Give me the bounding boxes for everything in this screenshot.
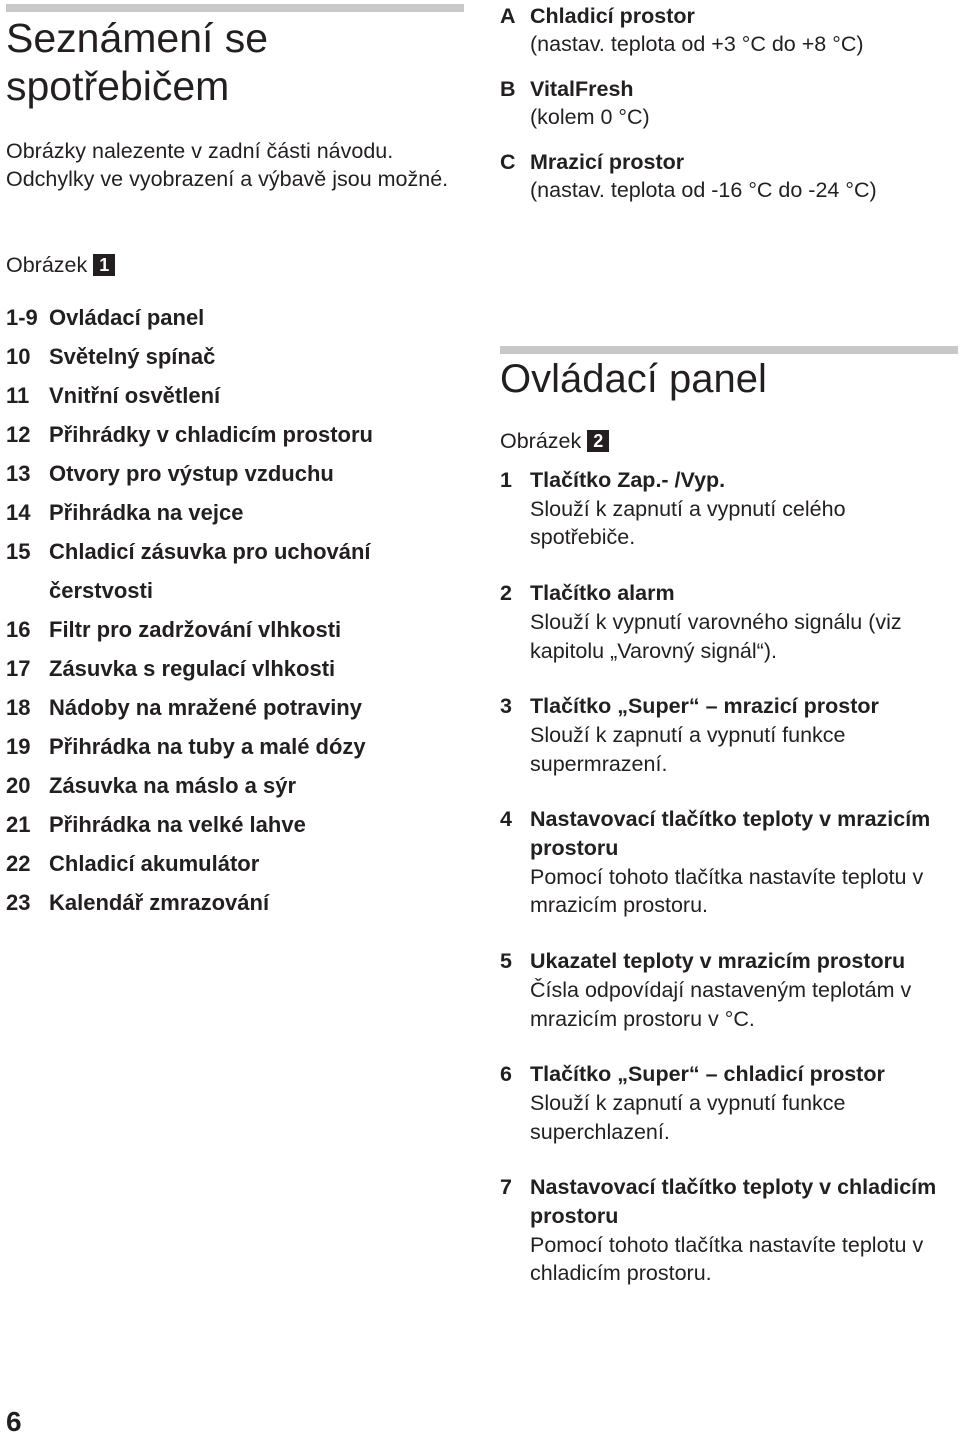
control-item (500, 947, 955, 1033)
part-number: 16 (6, 617, 31, 642)
intro-text: Obrázky nalezente v zadní části návodu. Odchylky ve vyobrazení a výbavě jsou možné. (6, 139, 449, 191)
part-number: 1-9 (6, 305, 38, 330)
control-number: 5 (500, 949, 512, 974)
parts-row (6, 883, 456, 922)
page-number: 6 (6, 1406, 22, 1437)
parts-row (6, 415, 456, 454)
part-number: 11 (6, 383, 30, 408)
control-title: Tlačítko „Super“ – chladicí prostor (530, 1062, 885, 1087)
part-label: Otvory pro výstup vzduchu (49, 461, 334, 486)
control-description: Slouží k zapnutí a vypnutí celého spotřebiče. (530, 496, 846, 550)
figure-2-word: Obrázek (500, 429, 582, 453)
page-heading: Seznámení se spotřebičem (6, 15, 269, 109)
part-label: čerstvosti (49, 578, 153, 603)
part-label: Nádoby na mražené potraviny (49, 695, 362, 720)
control-number: 7 (500, 1175, 512, 1200)
figure-1-word: Obrázek (6, 253, 88, 277)
control-title: Ukazatel teploty v mrazicím prostoru (530, 949, 906, 974)
control-description: Pomocí tohoto tlačítka nastavíte teplotu v chladicím prostoru. (530, 1232, 924, 1286)
controls-list (500, 466, 955, 1315)
parts-row (6, 805, 456, 844)
control-item (500, 579, 955, 665)
parts-row (6, 571, 456, 610)
part-number: 22 (6, 851, 31, 876)
parts-row (6, 844, 456, 883)
parts-row (6, 688, 456, 727)
control-item (500, 1060, 955, 1146)
control-title: Tlačítko „Super“ – mrazicí prostor (530, 694, 879, 719)
zone-detail: (nastav. teplota od -16 °C do -24 °C) (530, 178, 877, 202)
control-item (500, 466, 955, 552)
control-item (500, 805, 955, 920)
figure-1-badge: 1 (93, 254, 115, 276)
control-description: Slouží k zapnutí a vypnutí funkce superchlazení. (530, 1090, 846, 1144)
control-number: 2 (500, 581, 512, 606)
control-title: Tlačítko Zap.- /Vyp. (530, 468, 726, 492)
zone-item (500, 2, 950, 58)
parts-row (6, 298, 456, 337)
zone-item (500, 148, 950, 204)
part-number: 14 (6, 500, 31, 525)
parts-row (6, 610, 456, 649)
part-label: Vnitřní osvětlení (49, 383, 221, 408)
part-label: Zásuvka na máslo a sýr (49, 773, 297, 798)
zone-name: Chladicí prostor (530, 4, 695, 28)
control-item (500, 1173, 955, 1288)
parts-row (6, 493, 456, 532)
zone-letter: C (500, 150, 516, 174)
part-number (6, 571, 49, 610)
parts-row (6, 376, 456, 415)
parts-row (6, 727, 456, 766)
part-number: 12 (6, 422, 31, 447)
part-label: Přihrádka na velké lahve (49, 812, 306, 837)
part-number: 15 (6, 539, 31, 564)
zone-detail: (kolem 0 °C) (530, 105, 650, 129)
part-label: Přihrádky v chladicím prostoru (49, 422, 373, 447)
control-title: Nastavovací tlačítko teploty v mrazicím prostoru (530, 807, 931, 861)
parts-list (6, 298, 456, 922)
part-number: 13 (6, 461, 31, 486)
part-number: 21 (6, 812, 31, 837)
part-number: 23 (6, 890, 31, 915)
control-description: Slouží k zapnutí a vypnutí funkce supermrazení. (530, 722, 846, 776)
right-section-rule (500, 346, 958, 354)
parts-row (6, 337, 456, 376)
control-number: 6 (500, 1062, 512, 1087)
figure-2-label (500, 428, 609, 454)
parts-row (6, 649, 456, 688)
part-label: Filtr pro zadržování vlhkosti (49, 617, 342, 642)
control-title: Nastavovací tlačítko teploty v chladicím prostoru (530, 1175, 937, 1229)
control-panel-heading: Ovládací panel (500, 357, 767, 401)
part-label: Světelný spínač (49, 344, 216, 369)
part-label: Ovládací panel (49, 305, 205, 330)
control-number: 4 (500, 807, 512, 832)
control-description: Pomocí tohoto tlačítka nastavíte teplotu v mrazicím prostoru. (530, 864, 924, 918)
control-number: 3 (500, 694, 512, 719)
zones-list (500, 2, 950, 221)
part-number: 17 (6, 656, 31, 681)
part-number: 18 (6, 695, 31, 720)
figure-2-badge: 2 (587, 430, 609, 452)
parts-row (6, 454, 456, 493)
part-label: Zásuvka s regulací vlhkosti (49, 656, 336, 681)
zone-letter: A (500, 4, 516, 28)
part-label: Přihrádka na vejce (49, 500, 244, 525)
zone-detail: (nastav. teplota od +3 °C do +8 °C) (530, 32, 864, 56)
control-title: Tlačítko alarm (530, 581, 675, 606)
part-label: Chladicí zásuvka pro uchování (49, 539, 371, 564)
left-header-rule (6, 4, 464, 12)
figure-1-label (6, 252, 115, 278)
control-description: Slouží k vypnutí varovného signálu (viz kapitolu „Varovný signál“). (530, 609, 902, 663)
control-number: 1 (500, 468, 512, 492)
zone-item (500, 75, 950, 131)
parts-row (6, 532, 456, 571)
part-label: Kalendář zmrazování (49, 890, 270, 915)
part-number: 20 (6, 773, 31, 798)
control-description: Čísla odpovídají nastaveným teplotám v mrazicím prostoru v °C. (530, 977, 912, 1031)
part-number: 10 (6, 344, 31, 369)
part-label: Přihrádka na tuby a malé dózy (49, 734, 366, 759)
zone-name: VitalFresh (530, 77, 634, 101)
part-number: 19 (6, 734, 31, 759)
control-item (500, 692, 955, 778)
zone-name: Mrazicí prostor (530, 150, 685, 174)
zone-letter: B (500, 77, 516, 101)
part-label: Chladicí akumulátor (49, 851, 260, 876)
parts-row (6, 766, 456, 805)
